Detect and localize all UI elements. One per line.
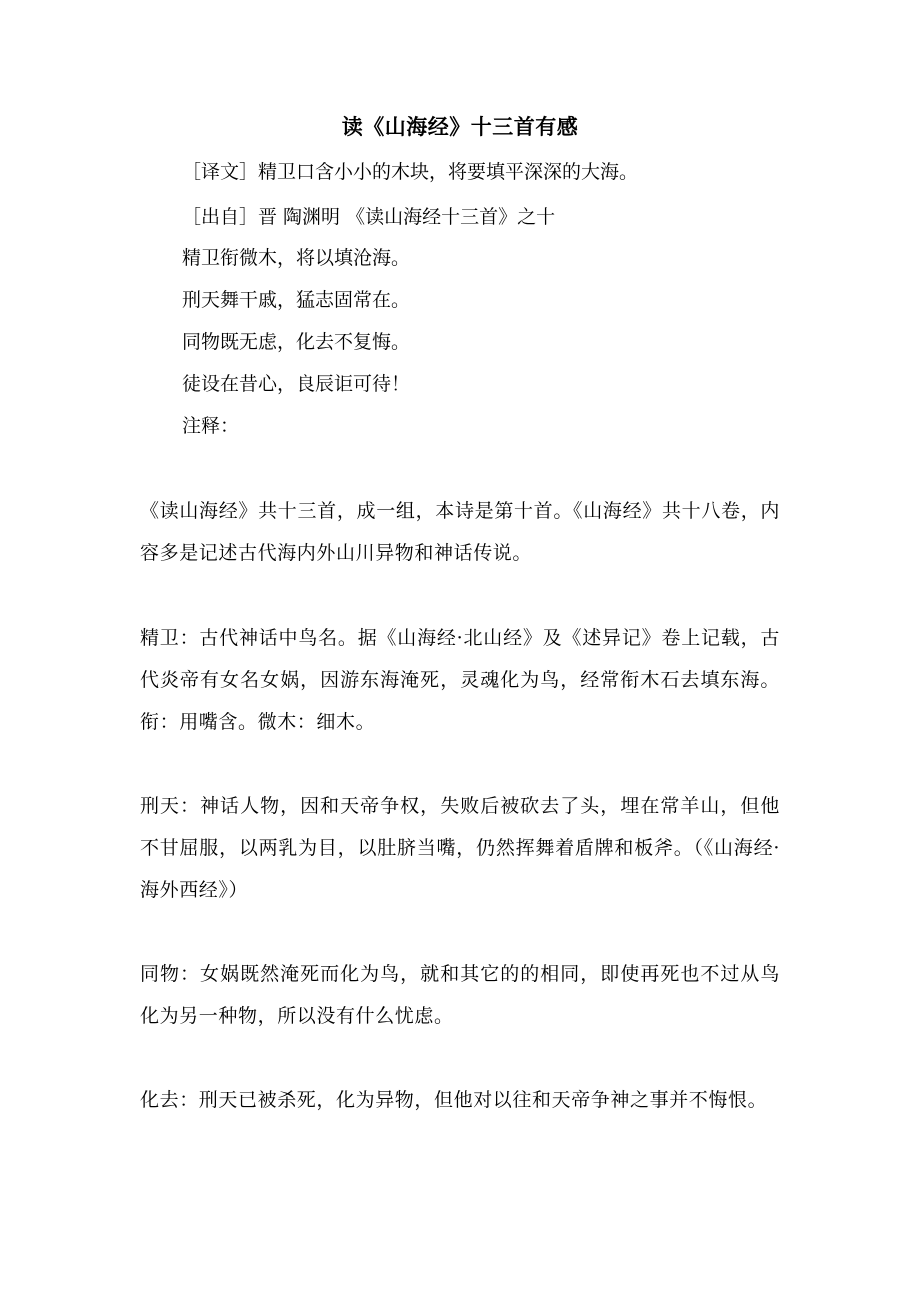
source-line: ［出自］晋 陶渊明 《读山海经十三首》之十 bbox=[182, 206, 556, 228]
notes-heading: 注释： bbox=[182, 415, 240, 437]
poem-line-4: 徒设在昔心，良辰讵可待！ bbox=[182, 373, 411, 395]
note-paragraph-2: 精卫：古代神话中鸟名。据《山海经·北山经》及《述异记》卷上记载，古代炎帝有女名女娲，因游东海淹死，灵魂化为鸟，经常衔木石去填东海。衔：用嘴含。微木：细木。 bbox=[140, 627, 780, 733]
document-title: 读《山海经》十三首有感 bbox=[341, 115, 579, 139]
note-paragraph-1: 《读山海经》共十三首，成一组，本诗是第十首。《山海经》共十八卷，内容多是记述古代海内外山川异物和神话传说。 bbox=[140, 500, 780, 564]
poem-line-2: 刑天舞干戚，猛志固常在。 bbox=[182, 289, 411, 311]
poem-line-3: 同物既无虑，化去不复悔。 bbox=[182, 331, 411, 353]
note-paragraph-3: 刑天：神话人物，因和天帝争权，失败后被砍去了头，埋在常羊山，但他不甘屈服，以两乳为目，以肚脐当嘴，仍然挥舞着盾牌和板斧。（《山海经·海外西经》） bbox=[140, 795, 780, 901]
poem-line-1: 精卫衔微木，将以填沧海。 bbox=[182, 247, 411, 269]
note-paragraph-5: 化去：刑天已被杀死，化为异物，但他对以往和天帝争神之事并不悔恨。 bbox=[140, 1089, 768, 1111]
note-paragraph-4: 同物：女娲既然淹死而化为鸟，就和其它的的相同，即使再死也不过从鸟化为另一种物，所以没有什么忧虑。 bbox=[140, 963, 780, 1027]
translation-line: ［译文］精卫口含小小的木块，将要填平深深的大海。 bbox=[182, 161, 639, 183]
